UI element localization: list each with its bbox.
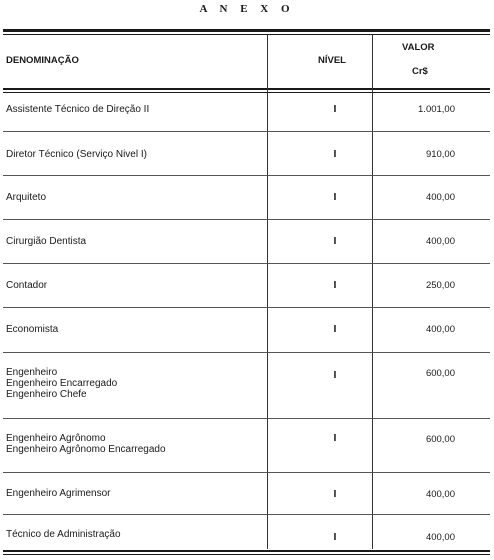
table-row-name xyxy=(6,324,261,335)
table-row-name xyxy=(6,488,261,499)
row-name-line: Economista xyxy=(6,324,59,335)
table-row-valor: 910,00 xyxy=(425,149,455,160)
table-row-valor: 400,00 xyxy=(425,192,455,203)
row-divider xyxy=(3,352,490,353)
table-row-valor: 600,00 xyxy=(425,368,455,379)
row-name-line: Engenheiro Agrimensor xyxy=(6,488,111,499)
table-row-name xyxy=(6,280,261,291)
row-name-line: Assistente Técnico de Direção II xyxy=(6,104,150,115)
row-divider xyxy=(3,263,490,264)
table-row-name xyxy=(6,529,261,540)
page-title: A N E X O xyxy=(199,3,295,15)
row-name-line: Engenheiro Agrônomo xyxy=(6,433,106,444)
table-row-nivel: I xyxy=(333,531,337,543)
table-bottom-rule-thin xyxy=(3,554,490,555)
row-name-line: Engenheiro Agrônomo Encarregado xyxy=(6,444,166,455)
row-name-line: Engenheiro xyxy=(6,367,58,378)
row-name-line: Engenheiro Encarregado xyxy=(6,378,118,389)
table-row-valor: 400,00 xyxy=(425,532,455,543)
row-divider xyxy=(3,175,490,176)
row-name-line: Técnico de Administração xyxy=(6,529,121,540)
row-divider xyxy=(3,219,490,220)
table-row-nivel: I xyxy=(333,323,337,335)
header-valor: VALOR xyxy=(402,42,435,53)
row-divider xyxy=(3,418,490,419)
table-row-name xyxy=(6,192,261,203)
table-row-nivel: I xyxy=(333,235,337,247)
table-row-name xyxy=(6,104,261,115)
header-denominacao: DENOMINAÇÃO xyxy=(6,55,79,66)
table-row-nivel: I xyxy=(333,488,337,500)
table-row-name xyxy=(6,367,261,400)
header-nivel: NÍVEL xyxy=(318,55,346,66)
row-name-line: Cirurgião Dentista xyxy=(6,236,87,247)
table-row-name xyxy=(6,149,261,160)
table-row-nivel: I xyxy=(333,279,337,291)
row-divider xyxy=(3,514,490,515)
row-divider xyxy=(3,131,490,132)
header-moeda: Cr$ xyxy=(412,66,428,77)
header-top-rule-thin xyxy=(3,34,490,35)
header-top-rule xyxy=(3,29,490,32)
table-row-nivel: I xyxy=(333,148,337,160)
table-row-nivel: I xyxy=(333,103,337,115)
table-row-valor: 400,00 xyxy=(425,489,455,500)
table-row-nivel: I xyxy=(333,191,337,203)
row-name-line: Diretor Técnico (Serviço Nivel I) xyxy=(6,149,147,160)
row-name-line: Engenheiro Chefe xyxy=(6,389,87,400)
header-bottom-rule-thin xyxy=(3,92,490,93)
table-row-name xyxy=(6,433,261,455)
table-row-valor: 1.001,00 xyxy=(418,104,455,115)
table-row-valor: 400,00 xyxy=(425,324,455,335)
row-divider xyxy=(3,307,490,308)
header-bottom-rule xyxy=(3,88,490,90)
table-row-valor: 400,00 xyxy=(425,236,455,247)
table-row-name xyxy=(6,236,261,247)
row-divider xyxy=(3,472,490,473)
table-row-nivel: I xyxy=(333,369,337,381)
table-row-valor: 600,00 xyxy=(425,434,455,445)
table-bottom-rule xyxy=(3,550,490,552)
row-name-line: Contador xyxy=(6,280,48,291)
table-row-valor: 250,00 xyxy=(425,280,455,291)
row-name-line: Arquiteto xyxy=(6,192,47,203)
table-row-nivel: I xyxy=(333,432,337,444)
